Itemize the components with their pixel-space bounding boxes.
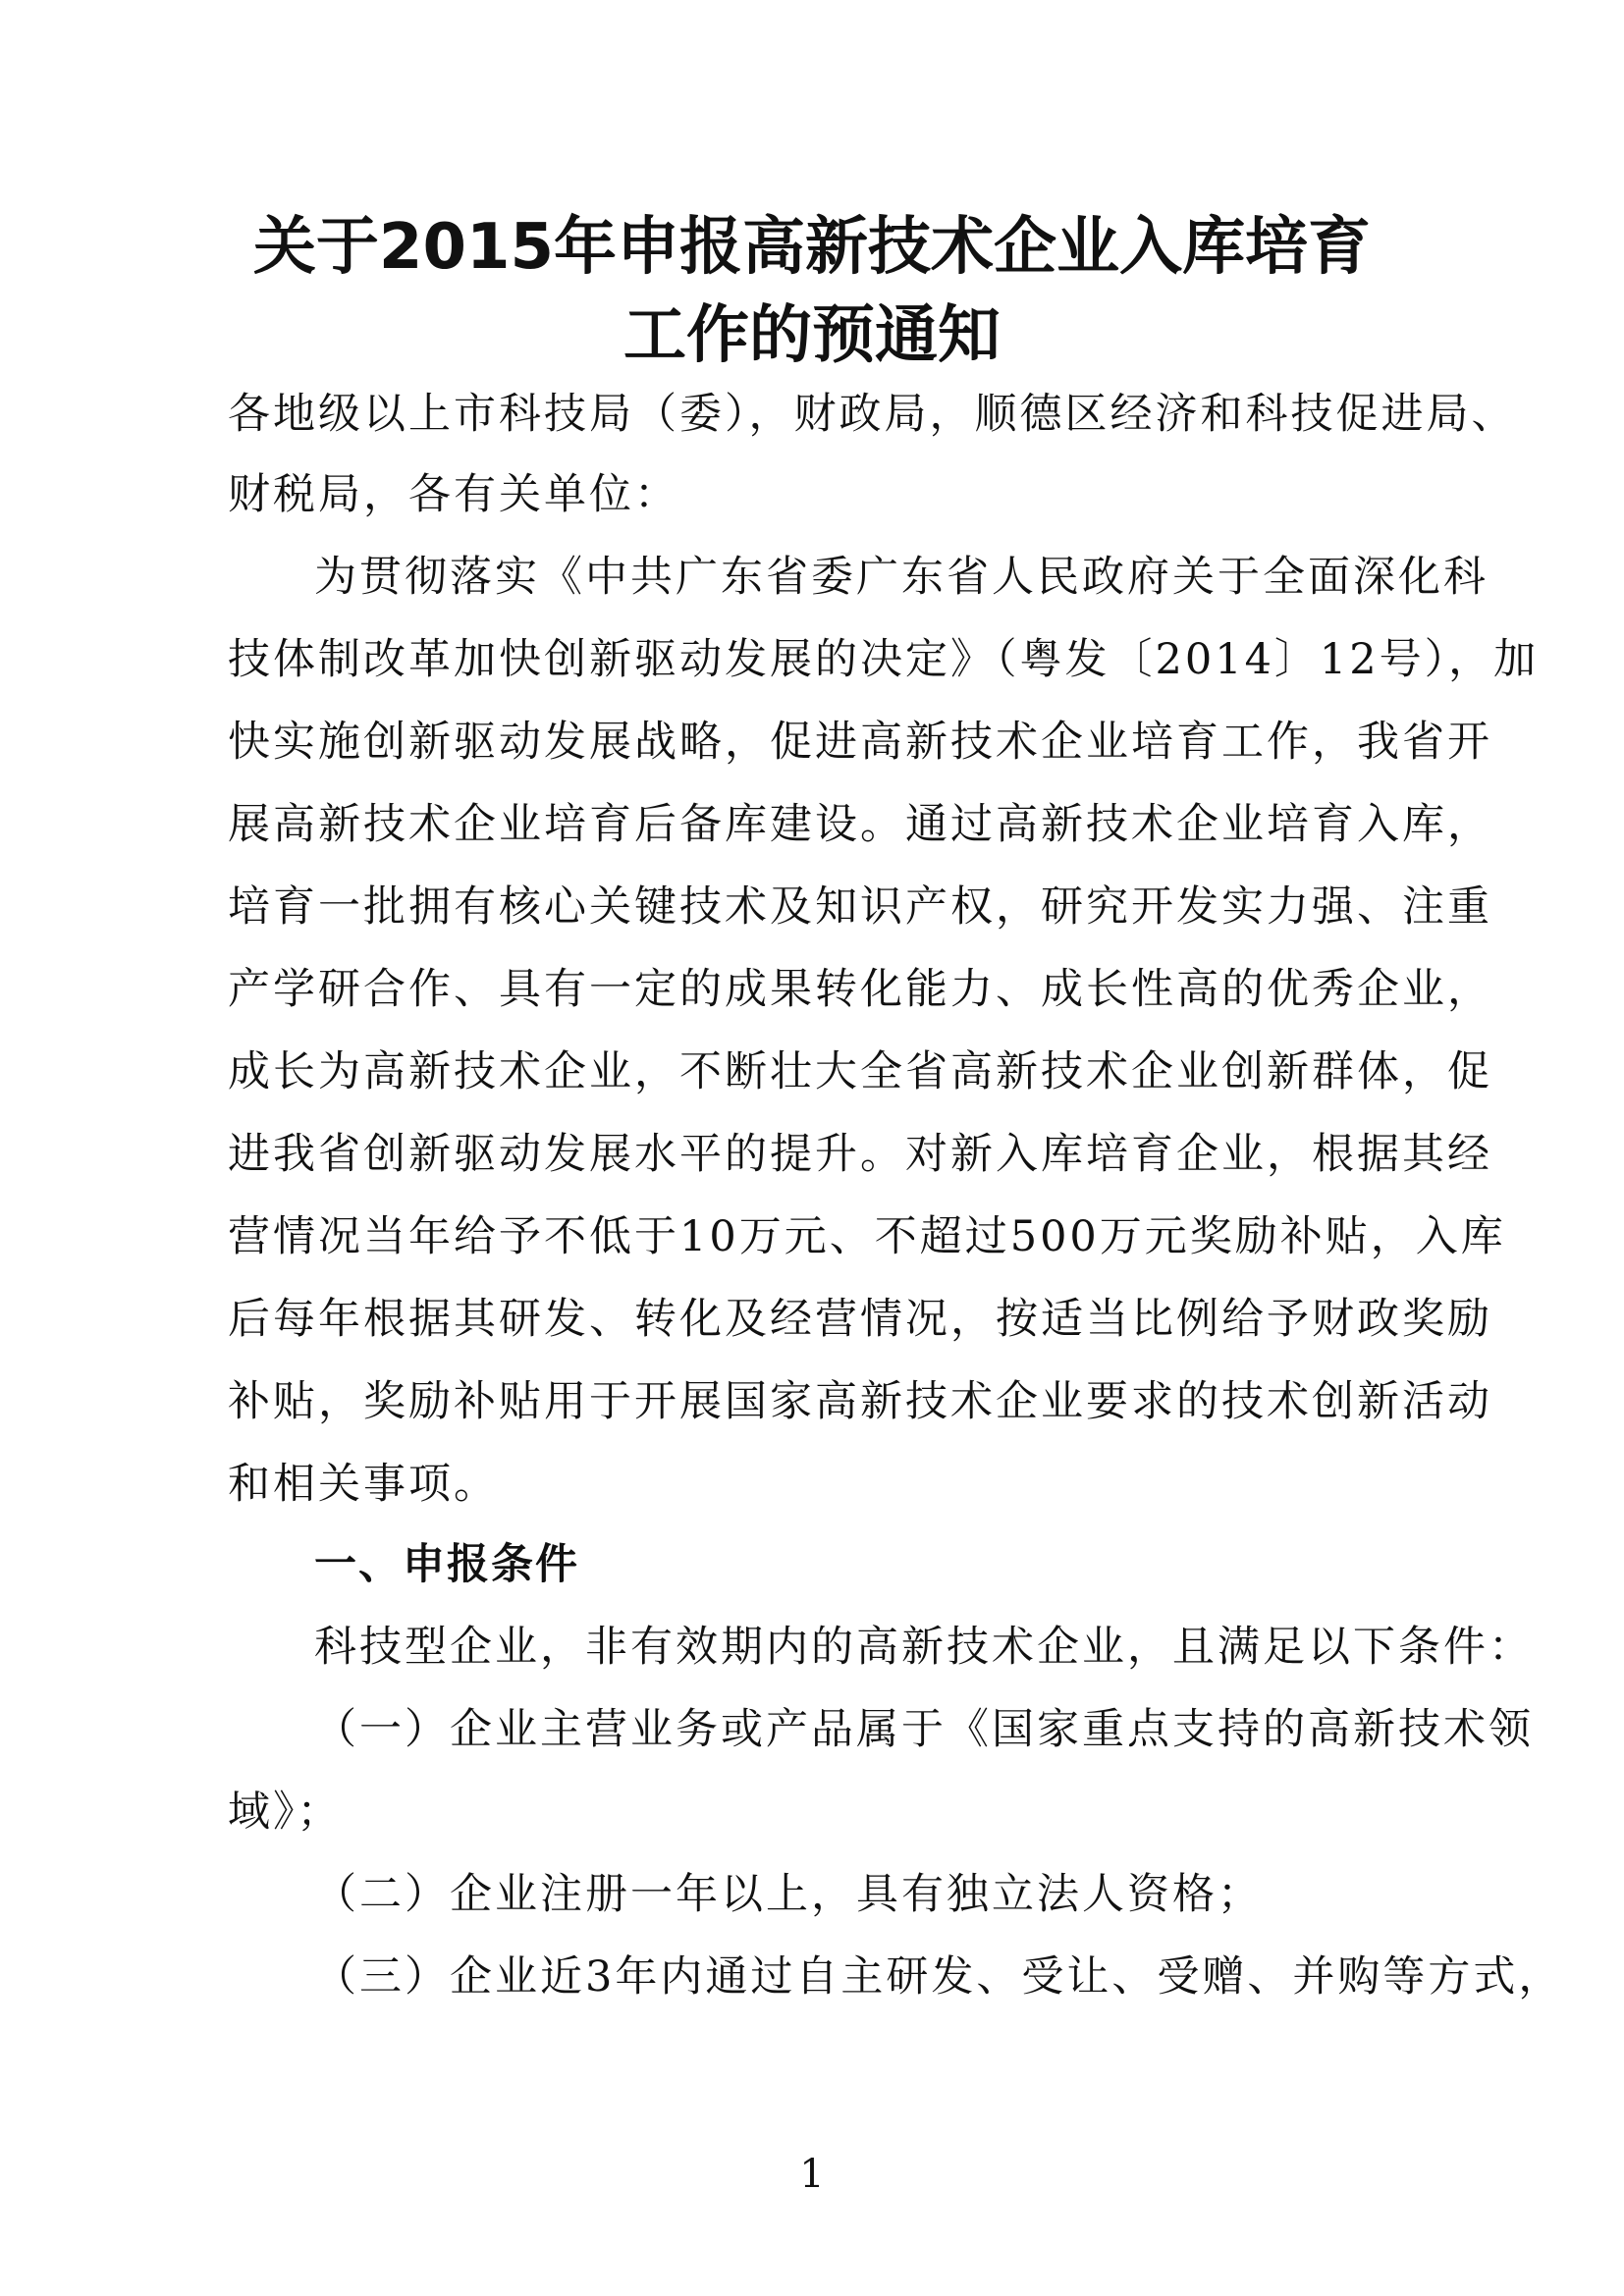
intro-line-1: 为贯彻落实《中共广东省委广东省人民政府关于全面深化科 <box>314 553 1489 602</box>
page-number: 1 <box>799 2152 825 2197</box>
section-1-item-1-line-2: 域》； <box>228 1788 343 1837</box>
intro-line-2: 技体制改革加快创新驱动发展的决定》（粤发〔2014〕12号），加 <box>228 635 1540 684</box>
document-title-line-1: 关于2015年申报高新技术企业入库培育 <box>252 211 1372 284</box>
addressee-line-2: 财税局，各有关单位： <box>228 470 679 519</box>
intro-line-12: 和相关事项。 <box>228 1460 499 1509</box>
addressee-line-1: 各地级以上市科技局（委），财政局，顺德区经济和科技促进局、 <box>228 390 1517 439</box>
intro-line-7: 成长为高新技术企业，不断壮大全省高新技术企业创新群体，促 <box>228 1047 1492 1096</box>
section-1-item-2: （二）企业注册一年以上，具有独立法人资格； <box>314 1870 1263 1919</box>
intro-line-8: 进我省创新驱动发展水平的提升。对新入库培育企业，根据其经 <box>228 1130 1492 1179</box>
section-1-item-1-line-1: （一）企业主营业务或产品属于《国家重点支持的高新技术领 <box>314 1705 1534 1754</box>
intro-line-6: 产学研合作、具有一定的成果转化能力、成长性高的优秀企业， <box>228 965 1492 1014</box>
section-1-heading: 一、申报条件 <box>314 1540 579 1589</box>
intro-line-4: 展高新技术企业培育后备库建设。通过高新技术企业培育入库， <box>228 800 1492 849</box>
section-1-lead: 科技型企业，非有效期内的高新技术企业，且满足以下条件： <box>314 1623 1534 1672</box>
intro-line-5: 培育一批拥有核心关键技术及知识产权，研究开发实力强、注重 <box>228 882 1492 932</box>
intro-line-10: 后每年根据其研发、转化及经营情况，按适当比例给予财政奖励 <box>228 1295 1492 1344</box>
intro-line-3: 快实施创新驱动发展战略，促进高新技术企业培育工作，我省开 <box>228 718 1492 767</box>
document-title-line-2: 工作的预通知 <box>623 299 1001 372</box>
intro-line-11: 补贴，奖励补贴用于开展国家高新技术企业要求的技术创新活动 <box>228 1377 1492 1426</box>
intro-line-9: 营情况当年给予不低于10万元、不超过500万元奖励补贴，入库 <box>228 1212 1506 1261</box>
section-1-item-3: （三）企业近3年内通过自主研发、受让、受赠、并购等方式， <box>314 1952 1564 2002</box>
